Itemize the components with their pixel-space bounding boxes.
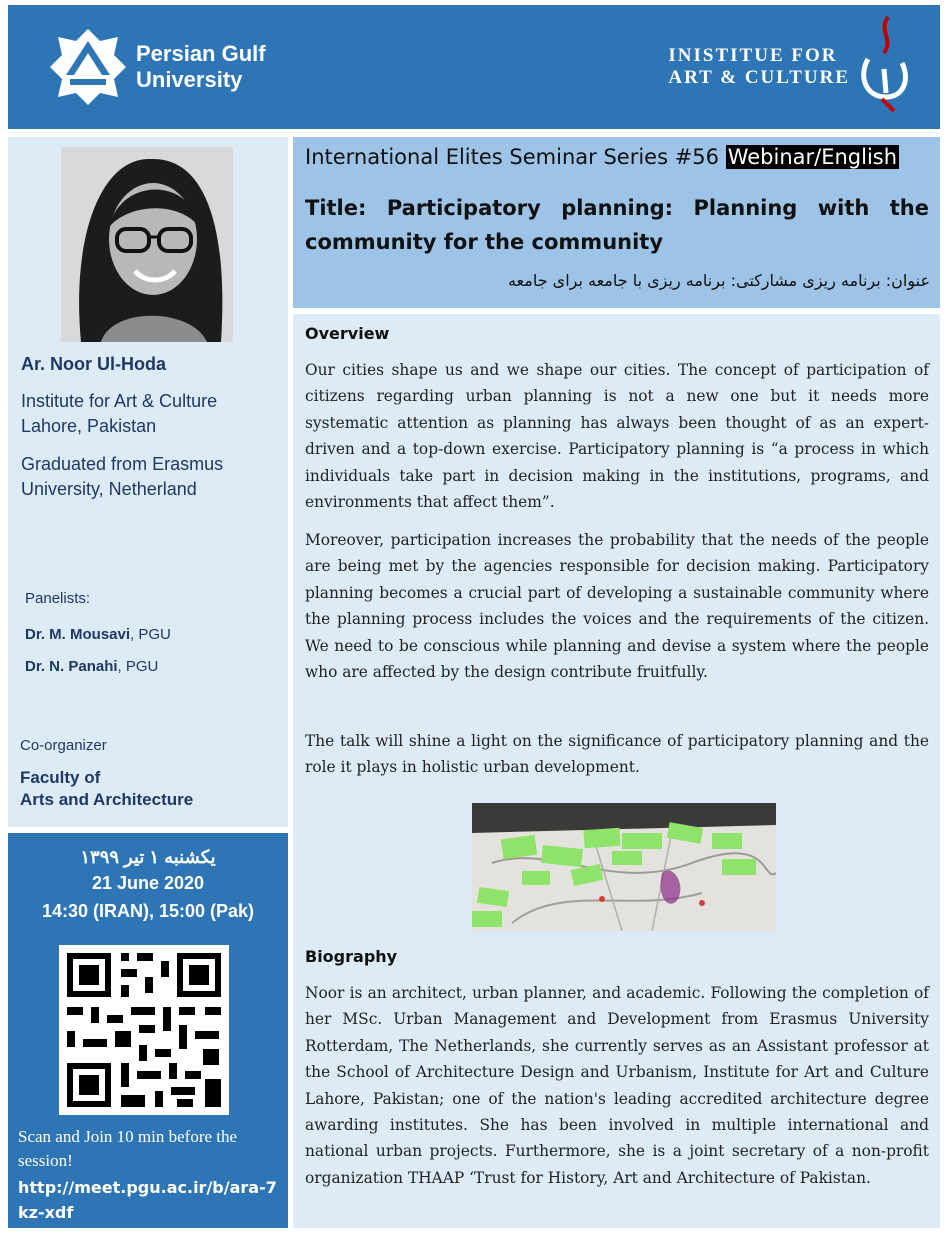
speaker-photo: [61, 147, 233, 342]
event-date-persian: یکشنبه ۱ تیر ۱۳۹۹: [80, 847, 216, 867]
panelist-item: [25, 626, 171, 643]
coorganizer-name-line1: Faculty of: [20, 768, 101, 787]
header-banner: [8, 5, 940, 129]
scan-instructions: Scan and Join 10 min before the session!: [18, 1127, 238, 1170]
planning-workshop-photo: [472, 803, 776, 931]
biography-paragraph: Noor is an architect, urban planner, and academic. Following the completion of her MSc. Urban Management and Development from Erasmus University Rotterdam, The Netherlands, she currently serves as an Assistant professor at the School of Architecture Design and Urbanism, Institute for Art and Culture Lahore, Pakistan; one of the nation's leading accredited architecture degree awarding institutes. She has been involved in multiple international and national urban projects. Furthermore, she is a joint secretary of a non-profit organization THAAP ‘Trust for History, Art and Architecture of Pakistan.: [305, 984, 929, 1187]
seminar-series: [305, 145, 899, 169]
panelist-org: , PGU: [117, 658, 159, 675]
iac-name: [668, 45, 850, 89]
overview-heading: Overview: [305, 324, 390, 343]
speaker-affiliation-line1: Institute for Art & Culture: [21, 391, 218, 411]
seminar-title: Title: Participatory planning: Planning with the community for the community: [305, 196, 929, 254]
overview-paragraph-2: Moreover, participation increases the probability that the needs of the people are being met by the agencies responsible for decision making. Participatory planning becomes a crucial part of developing a sustainable community where the planning process includes the voices and the requirements of the citizen. We need to be conscious while planning and devise a system where the people who are affected by the design contribute fruitfully.: [305, 531, 929, 682]
speaker-affiliation-line2: Lahore, Pakistan: [21, 416, 157, 436]
pgu-name: [136, 41, 266, 93]
pgu-name-line2: University: [136, 67, 243, 92]
seminar-series-text: International Elites Seminar Series #56: [305, 145, 720, 169]
event-time: 14:30 (IRAN), 15:00 (Pak): [41, 901, 255, 921]
speaker-name: Ar. Noor Ul-Hoda: [21, 354, 167, 374]
iac-logo-icon: [854, 13, 914, 113]
iac-name-line2: ART & CULTURE: [668, 67, 850, 88]
panelist-name: Dr. M. Mousavi: [25, 626, 131, 643]
speaker-panel: [8, 137, 288, 827]
panelist-org: , PGU: [130, 626, 171, 643]
seminar-content: [293, 314, 940, 1228]
coorganizer-name-line2: Arts and Architecture: [20, 790, 194, 809]
meeting-link[interactable]: http://meet.pgu.ac.ir/b/ara-7kz-xdf: [18, 1178, 277, 1222]
seminar-title-block: [293, 137, 940, 308]
pgu-logo-icon: [48, 27, 128, 107]
event-date: 21 June 2020: [91, 873, 205, 893]
biography-heading: Biography: [305, 947, 398, 966]
iac-name-line1: INISTITUE FOR: [668, 45, 838, 66]
speaker-education-line2: University, Netherland: [21, 479, 197, 499]
pgu-name-line1: Persian Gulf: [136, 41, 266, 66]
qr-code-icon[interactable]: [59, 945, 229, 1115]
planning-map-image: [472, 803, 776, 931]
overview-paragraph-3: The talk will shine a light on the significance of participatory planning and the role it plays in holistic urban development.: [305, 732, 929, 777]
coorganizer-name: [20, 767, 193, 811]
event-panel: [8, 833, 288, 1228]
panelist-name: Dr. N. Panahi: [25, 658, 118, 675]
overview-paragraph-1: Our cities shape us and we shape our cities. The concept of participation of citizens regarding urban planning is not a new one but it needs more systematic attention as planning has always been thought of as an expert-driven and a top-down exercise. Participatory planning is “a process in which individuals take part in decision making in the institutions, programs, and environments that affect them”.: [305, 361, 929, 512]
seminar-title-persian: عنوان: برنامه ریزی مشارکتی: برنامه ریزی با جامعه برای جامعه: [507, 271, 930, 290]
speaker-photo-image: [61, 147, 233, 342]
coorganizer-title: Co-organizer: [20, 737, 107, 754]
panelists-title: Panelists:: [25, 590, 91, 607]
speaker-education-line1: Graduated from Erasmus: [21, 454, 224, 474]
panelist-item: [25, 658, 158, 675]
webinar-tag: Webinar/English: [727, 145, 898, 169]
